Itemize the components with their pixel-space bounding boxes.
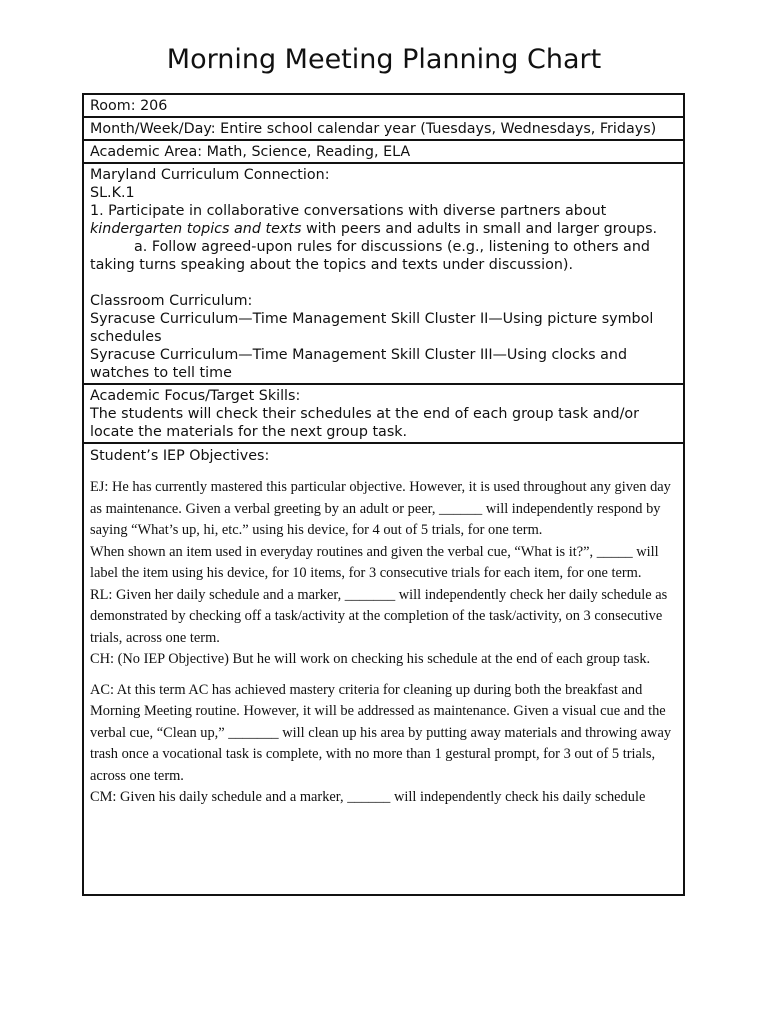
academic-focus-heading: Academic Focus/Target Skills: (90, 388, 301, 404)
room-text: Room: 206 (90, 98, 168, 114)
standard-item-1-start: 1. Participate in collaborative conversations with diverse partners about (90, 203, 607, 219)
iep-objective-ch: CH: (No IEP Objective) But he will work on checking his schedule at the end of each group task. (90, 651, 651, 667)
iep-objective-cm: CM: Given his daily schedule and a marker, ______ will independently check his daily schedule (90, 789, 646, 805)
syracuse-curriculum-2: Syracuse Curriculum—Time Management Skill Cluster III—Using clocks and watches to tell time (90, 347, 628, 381)
syracuse-curriculum-1: Syracuse Curriculum—Time Management Skill Cluster II—Using picture symbol schedules (90, 311, 654, 345)
iep-objective-label-item: When shown an item used in everyday routines and given the verbal cue, “What is it?”, _____ will label the item using his device, for 10 items, for 3 consecutive trials for each item, for one term. (90, 543, 659, 581)
standard-item-1-end: with peers and adults in small and larger groups. (301, 221, 658, 237)
standard-item-1 (90, 202, 677, 238)
academic-focus-text: The students will check their schedules at the end of each group task and/or locate the materials for the next group task. (90, 406, 640, 440)
academic-area-row (84, 141, 683, 164)
standard-item-1a-text: a. Follow agreed-upon rules for discussions (e.g., listening to others and taking turns speaking about the topics and texts under discussion). (90, 239, 650, 273)
academic-area-text: Academic Area: Math, Science, Reading, ELA (90, 144, 411, 160)
iep-objective-ac: AC: At this term AC has achieved mastery criteria for cleaning up during both the breakfast and Morning Meeting routine. However, it will be addressed as maintenance. Given a visual cue and the verbal cue, “Clean up,” _______ will clean up his area by putting away materials and throwing away trash once a vocational task is complete, with no more than 1 gestural prompt, for 3 out of 5 trials, across one term. (90, 681, 672, 784)
classroom-curriculum-heading: Classroom Curriculum: (90, 293, 253, 309)
planning-chart-table (82, 93, 685, 896)
iep-objectives-heading: Student’s IEP Objectives: (90, 448, 270, 464)
iep-objectives-row (84, 444, 683, 894)
room-row (84, 95, 683, 118)
standard-code: SL.K.1 (90, 185, 135, 201)
iep-objective-rl: RL: Given her daily schedule and a marker, _______ will independently check her daily schedule as demonstrated by checking off a task/activity at the completion of the task/activity, on 3 consecutive trials, across one term. (90, 586, 668, 646)
standard-item-1a (90, 238, 677, 274)
iep-objective-ej: EJ: He has currently mastered this particular objective. However, it is used throughout any given day as maintenance. Given a verbal greeting by an adult or peer, ______ will independently respond by saying “What’s up, hi, etc.” using his device, for 4 out of 5 trials, for one term. (90, 479, 671, 538)
paragraph-spacer (90, 274, 677, 292)
curriculum-heading: Maryland Curriculum Connection: (90, 167, 330, 183)
month-week-day-text: Month/Week/Day: Entire school calendar year (Tuesdays, Wednesdays, Fridays) (90, 121, 657, 137)
month-week-day-row (84, 118, 683, 141)
curriculum-connection-row (84, 164, 683, 385)
standard-item-1-italic: kindergarten topics and texts (90, 221, 302, 237)
academic-focus-row (84, 385, 683, 444)
page-title: Morning Meeting Planning Chart (166, 44, 602, 75)
